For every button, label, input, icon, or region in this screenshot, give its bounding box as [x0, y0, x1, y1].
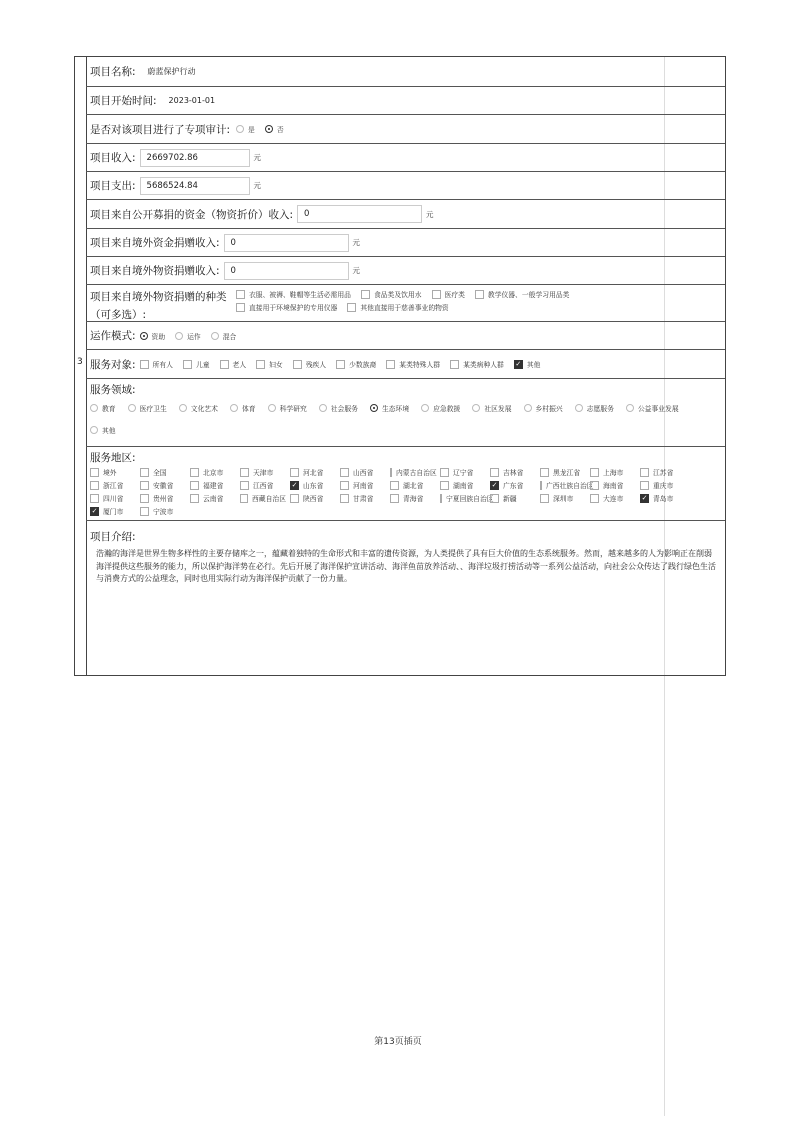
region-option[interactable]	[390, 493, 436, 503]
target-option[interactable]	[140, 359, 173, 369]
field-option[interactable]	[230, 403, 256, 413]
region-option-label: 安徽省	[153, 482, 174, 490]
region-row	[86, 447, 725, 521]
radio-icon[interactable]	[524, 404, 532, 412]
checkbox-icon[interactable]	[386, 360, 395, 369]
region-option-label: 浙江省	[103, 482, 124, 490]
checkbox-icon[interactable]	[540, 494, 549, 503]
region-option[interactable]	[390, 480, 436, 490]
field-option[interactable]	[268, 403, 307, 413]
field-option[interactable]	[128, 403, 167, 413]
goods_type-option-label: 其他直接用于慈善事业的物资	[360, 304, 449, 312]
region-option[interactable]	[140, 480, 186, 490]
checkbox-icon[interactable]	[361, 290, 370, 299]
mode-option-label: 混合	[222, 332, 237, 341]
mode-option[interactable]	[140, 331, 166, 341]
foreign-goods-field[interactable]: 0	[224, 262, 349, 280]
foreign-goods-label: 项目来自境外物资捐赠收入:	[90, 265, 220, 277]
page-footer: 第13页插页	[374, 1037, 422, 1047]
field-option[interactable]	[575, 403, 614, 413]
region-option[interactable]	[590, 493, 636, 503]
checkbox-icon[interactable]	[490, 468, 499, 477]
goods_type-option-label: 教学仪器、一般学习用品类	[487, 291, 570, 299]
checkbox-icon[interactable]	[183, 360, 192, 369]
target-option[interactable]	[514, 359, 541, 369]
field-option[interactable]	[626, 403, 679, 413]
field-option-label: 生态环境	[381, 405, 410, 413]
public-donation-unit: 元	[426, 209, 434, 219]
checkbox-icon[interactable]	[240, 481, 249, 490]
checkbox-icon[interactable]	[440, 494, 442, 503]
target-option[interactable]	[336, 359, 376, 369]
target-option-label: 某类特殊人群	[399, 361, 441, 369]
target-option-label: 妇女	[269, 361, 283, 369]
field-row	[86, 379, 725, 447]
region-option-label: 辽宁省	[453, 469, 474, 477]
region-option[interactable]	[140, 506, 186, 516]
target-option[interactable]	[450, 359, 504, 369]
region-option[interactable]	[190, 467, 236, 477]
target-option[interactable]	[220, 359, 247, 369]
checkbox-icon[interactable]	[640, 468, 649, 477]
public-donation-row	[86, 200, 725, 229]
field-option-label: 公益事业发展	[637, 405, 679, 413]
field-option[interactable]	[179, 403, 218, 413]
income-label: 项目收入:	[90, 152, 136, 164]
region-option-label: 山西省	[353, 469, 374, 477]
foreign-goods-row	[86, 257, 725, 285]
checkbox-icon[interactable]	[140, 468, 149, 477]
region-option[interactable]	[90, 480, 136, 490]
mode-option-label: 运作	[187, 332, 201, 341]
target-option[interactable]	[386, 359, 440, 369]
region-option[interactable]	[190, 493, 236, 503]
radio-icon[interactable]	[236, 125, 244, 133]
region-option-label: 河南省	[353, 482, 374, 490]
target-option-label: 儿童	[195, 361, 210, 369]
checkbox-icon[interactable]	[290, 468, 299, 477]
checkbox-icon[interactable]	[256, 360, 265, 369]
mode-options	[140, 331, 247, 341]
region-option-label: 厦门市	[103, 508, 124, 516]
region-option[interactable]	[640, 493, 686, 503]
target-option-label: 老人	[232, 361, 247, 369]
region-option-label: 海南省	[603, 482, 624, 490]
goods_type-option[interactable]	[361, 289, 422, 299]
region-option[interactable]	[590, 467, 636, 477]
target-option-label: 少数族裔	[349, 361, 377, 369]
checkbox-icon[interactable]	[190, 468, 199, 477]
checkbox-icon[interactable]	[450, 360, 459, 369]
region-option-label: 江西省	[253, 482, 274, 490]
form-content	[86, 57, 725, 675]
checkbox-icon[interactable]	[293, 360, 302, 369]
income-unit: 元	[253, 153, 262, 162]
field-option-label: 文化艺术	[190, 405, 218, 413]
checkbox-icon[interactable]	[347, 303, 356, 312]
target-row	[86, 350, 725, 379]
region-option-label: 上海市	[603, 469, 624, 477]
goods_type-option[interactable]	[236, 302, 337, 312]
region-option[interactable]	[290, 493, 336, 503]
region-option-label: 河北省	[303, 469, 324, 477]
project-table	[74, 56, 726, 676]
region-option-label: 湖北省	[403, 482, 424, 490]
goods-type-row	[86, 285, 725, 322]
region-option[interactable]	[490, 480, 536, 490]
goods_type-option-label: 直接用于环境保护的专用仪器	[249, 304, 338, 312]
region-option-label: 新疆	[503, 495, 517, 503]
region-option-label: 黑龙江省	[553, 469, 581, 477]
intro-text: 浩瀚的海洋是世界生物多样性的主要存储库之一，蕴藏着独特的生命形式和丰富的遗传资源，为人类提供了具有巨大价值的生态系统服务。然而，越来越多的人为影响正在削弱海洋提供这些服务的能力，所以保护海洋势在必行。先后开展了海洋保护宣讲活动、海洋鱼苗放养活动、、海洋垃圾打捞活动等一系列公益活动，向社会公众传达了践行绿色生活与消费方式的公益理念，同时也用实际行动为海洋保护贡献了一份力量。	[96, 549, 716, 583]
checkbox-icon[interactable]	[140, 494, 149, 503]
start-date-value: 2023-01-01	[168, 96, 216, 105]
checkbox-icon[interactable]: ✓	[641, 494, 648, 502]
mode-label: 运作模式:	[90, 330, 136, 342]
checkbox-icon[interactable]	[590, 468, 599, 477]
field-label: 服务领域:	[90, 384, 136, 396]
goods-type-label-line1: 项目来自境外物资捐赠的种类	[90, 291, 227, 303]
audit-option-label: 否	[276, 126, 284, 134]
start-date-row	[86, 87, 725, 115]
public-donation-field[interactable]: 0	[297, 205, 422, 223]
region-option-label: 全国	[153, 469, 167, 477]
field-option[interactable]	[90, 403, 116, 413]
region-option-label: 云南省	[203, 495, 224, 503]
field-option-label: 社区发展	[484, 405, 512, 413]
audit-option[interactable]	[265, 124, 284, 134]
checkbox-icon[interactable]	[340, 494, 349, 503]
checkbox-icon[interactable]	[340, 481, 349, 490]
start-date-label: 项目开始时间:	[90, 95, 157, 107]
field-option-label: 科学研究	[279, 405, 307, 413]
radio-icon[interactable]	[90, 404, 98, 412]
mode-option[interactable]	[175, 331, 201, 341]
region-option[interactable]	[190, 480, 236, 490]
region-option[interactable]	[440, 467, 486, 477]
region-option-label: 福建省	[203, 482, 224, 490]
region-option[interactable]	[640, 480, 686, 490]
mode-option-label: 资助	[151, 332, 166, 341]
radio-icon[interactable]	[211, 332, 219, 340]
expense-field[interactable]: 5686524.84	[140, 177, 250, 195]
radio-icon[interactable]	[179, 404, 187, 412]
checkbox-icon[interactable]	[190, 481, 199, 490]
region-option-label: 湖南省	[453, 482, 474, 490]
income-field[interactable]: 2669702.86	[140, 149, 250, 167]
region-option[interactable]	[440, 493, 494, 503]
region-option-label: 广东省	[503, 482, 524, 490]
field-option[interactable]	[524, 403, 563, 413]
region-option-label: 四川省	[103, 495, 124, 503]
field-options	[90, 403, 725, 435]
region-option[interactable]	[490, 493, 536, 503]
goods-type-label	[90, 289, 236, 322]
field-option[interactable]	[370, 403, 409, 413]
checkbox-icon[interactable]	[440, 468, 449, 477]
radio-icon[interactable]	[128, 404, 136, 412]
region-options	[90, 467, 720, 516]
audit-option-label: 是	[248, 126, 255, 134]
region-option-label: 陕西省	[303, 495, 324, 503]
checkbox-icon[interactable]	[90, 481, 99, 490]
field-option-label: 医疗卫生	[139, 405, 167, 413]
region-option[interactable]	[290, 467, 336, 477]
radio-icon[interactable]	[90, 426, 98, 434]
checkbox-icon[interactable]	[440, 481, 449, 490]
region-option[interactable]	[390, 467, 436, 477]
goods_type-option[interactable]	[236, 289, 351, 299]
region-option[interactable]	[290, 480, 336, 490]
public-donation-label: 项目来自公开募捐的资金（物资折价）收入:	[90, 208, 294, 221]
intro-label: 项目介绍:	[90, 531, 136, 543]
goods_type-option-label: 食品类及饮用水	[373, 291, 422, 299]
field-option-label: 应急救援	[433, 405, 461, 413]
field-option-label: 其他	[102, 427, 116, 435]
checkbox-icon[interactable]	[240, 494, 248, 503]
checkbox-icon[interactable]: ✓	[291, 481, 298, 489]
checkbox-icon[interactable]	[540, 468, 549, 477]
region-option[interactable]	[540, 493, 586, 503]
region-option-label: 境外	[103, 469, 117, 477]
radio-icon[interactable]	[230, 404, 238, 412]
checkbox-icon[interactable]	[140, 360, 149, 369]
region-option[interactable]	[240, 480, 286, 490]
region-option[interactable]	[540, 467, 586, 477]
field-option-label: 体育	[241, 405, 256, 413]
checkbox-icon[interactable]	[236, 290, 245, 299]
checkbox-icon[interactable]	[390, 481, 399, 490]
target-label: 服务对象:	[90, 358, 136, 371]
field-option[interactable]	[90, 425, 116, 435]
region-option[interactable]	[240, 493, 286, 503]
region-option-label: 青岛市	[653, 495, 674, 503]
checkbox-icon[interactable]	[240, 468, 249, 477]
checkbox-icon[interactable]	[140, 507, 149, 516]
region-option[interactable]	[540, 480, 594, 490]
income-row	[86, 144, 725, 172]
target-option[interactable]	[183, 359, 210, 369]
mode-option[interactable]	[211, 331, 237, 341]
target-option-label: 残疾人	[305, 361, 327, 369]
radio-icon[interactable]	[575, 404, 583, 412]
checkbox-icon[interactable]	[140, 481, 149, 490]
goods_type-option-label: 衣服、被褥、鞋帽等生活必需用品	[249, 291, 351, 299]
intro-section	[86, 521, 725, 675]
checkbox-icon[interactable]	[190, 494, 199, 503]
target-option[interactable]	[293, 359, 326, 369]
goods_type-option[interactable]	[347, 302, 448, 312]
radio-icon[interactable]	[140, 332, 148, 340]
region-option-label: 山东省	[303, 482, 324, 490]
region-option[interactable]	[140, 493, 186, 503]
region-option-label: 江苏省	[653, 469, 674, 477]
field-option[interactable]	[421, 403, 460, 413]
region-option[interactable]	[140, 467, 186, 477]
region-option-label: 天津市	[253, 469, 274, 477]
checkbox-icon[interactable]: ✓	[91, 507, 98, 515]
checkbox-icon[interactable]	[220, 360, 229, 369]
field-option-label: 志愿服务	[586, 405, 614, 413]
field-option-label: 乡村振兴	[535, 405, 563, 413]
radio-icon[interactable]	[175, 332, 183, 340]
expense-unit: 元	[253, 181, 262, 190]
radio-icon[interactable]	[421, 404, 429, 412]
project-name-label: 项目名称:	[90, 66, 136, 78]
foreign-goods-unit: 元	[352, 266, 361, 275]
region-option-label: 青海省	[403, 495, 424, 503]
project-name-value: 蔚蓝保护行动	[147, 67, 196, 76]
target-option[interactable]	[256, 359, 283, 369]
checkbox-icon[interactable]	[432, 290, 441, 299]
field-option[interactable]	[319, 403, 358, 413]
target-options	[140, 359, 551, 369]
checkbox-icon[interactable]	[390, 468, 392, 477]
radio-icon[interactable]	[370, 404, 378, 412]
radio-icon[interactable]	[268, 404, 276, 412]
foreign-fund-label: 项目来自境外资金捐赠收入:	[90, 237, 220, 249]
radio-icon[interactable]	[472, 404, 480, 412]
region-option-label: 重庆市	[653, 482, 674, 490]
region-option-label: 贵州省	[153, 495, 174, 503]
foreign-fund-field[interactable]: 0	[224, 234, 349, 252]
region-option[interactable]	[490, 467, 536, 477]
goods_type-option[interactable]	[432, 289, 465, 299]
region-option-label: 大连市	[603, 495, 624, 503]
region-option[interactable]	[340, 467, 386, 477]
checkbox-icon[interactable]	[590, 494, 599, 503]
checkbox-icon[interactable]	[336, 360, 345, 369]
checkbox-icon[interactable]	[490, 494, 499, 503]
audit-options	[236, 124, 294, 134]
region-option[interactable]	[90, 467, 136, 477]
region-label: 服务地区:	[90, 452, 136, 464]
checkbox-icon[interactable]	[90, 468, 99, 477]
checkbox-icon[interactable]	[590, 481, 599, 490]
radio-icon[interactable]	[265, 125, 273, 133]
target-option-label: 某类病种人群	[463, 361, 504, 369]
expense-label: 项目支出:	[90, 180, 136, 192]
field-option-label: 教育	[102, 405, 116, 413]
checkbox-icon[interactable]	[90, 494, 99, 503]
goods-type-options	[236, 289, 686, 312]
checkbox-icon[interactable]: ✓	[491, 481, 498, 489]
mode-row	[86, 322, 725, 350]
checkbox-icon[interactable]	[390, 494, 399, 503]
radio-icon[interactable]	[626, 404, 634, 412]
region-option-label: 内蒙古自治区	[396, 469, 437, 477]
checkbox-icon[interactable]	[340, 468, 349, 477]
region-option[interactable]	[340, 480, 386, 490]
checkbox-icon[interactable]	[640, 481, 649, 490]
field-option-label: 社会服务	[330, 405, 358, 413]
region-option[interactable]	[440, 480, 486, 490]
checkbox-icon[interactable]: ✓	[515, 360, 522, 368]
region-option[interactable]	[90, 493, 136, 503]
expense-row	[86, 172, 725, 200]
audit-row	[86, 115, 725, 144]
region-option-label: 西藏自治区	[252, 495, 286, 503]
audit-label: 是否对该项目进行了专项审计:	[90, 123, 231, 136]
checkbox-icon[interactable]	[236, 303, 245, 312]
region-option-label: 吉林省	[503, 469, 524, 477]
region-option-label: 宁夏回族自治区	[446, 495, 494, 503]
radio-icon[interactable]	[319, 404, 327, 412]
target-option-label: 所有人	[152, 361, 173, 369]
checkbox-icon[interactable]	[540, 481, 542, 490]
target-option-label: 其他	[526, 361, 541, 369]
region-option-label: 深圳市	[553, 495, 574, 503]
region-option-label: 甘肃省	[353, 495, 374, 503]
region-option-label: 宁波市	[153, 508, 174, 516]
goods-type-label-line2: （可多选）:	[90, 309, 147, 321]
region-option[interactable]	[340, 493, 386, 503]
foreign-fund-row	[86, 229, 725, 257]
region-option-label: 广西壮族自治区	[546, 482, 594, 490]
checkbox-icon[interactable]	[290, 494, 299, 503]
region-option[interactable]	[590, 480, 636, 490]
project-name-row	[86, 57, 725, 87]
foreign-fund-unit: 元	[352, 238, 361, 247]
region-option[interactable]	[90, 506, 136, 516]
goods_type-option-label: 医疗类	[444, 291, 465, 299]
checkbox-icon[interactable]	[475, 290, 484, 299]
audit-option[interactable]	[236, 124, 255, 134]
goods_type-option[interactable]	[475, 289, 570, 299]
region-option[interactable]	[640, 467, 686, 477]
region-option[interactable]	[240, 467, 286, 477]
field-option[interactable]	[472, 403, 511, 413]
region-option-label: 北京市	[203, 469, 224, 477]
row-index: 3	[77, 357, 83, 367]
